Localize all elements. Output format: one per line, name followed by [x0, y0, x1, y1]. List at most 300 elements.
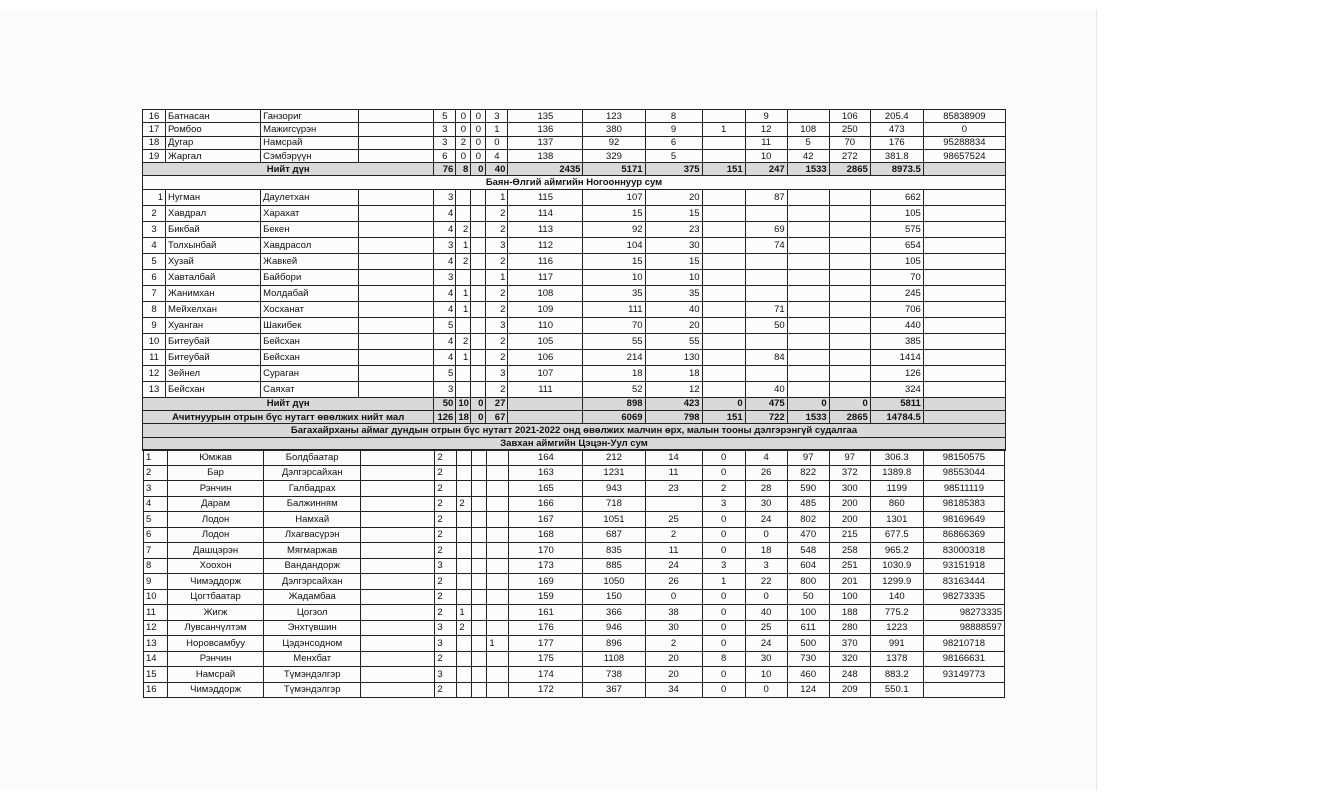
livestock-value-cell — [787, 253, 829, 269]
household-count-cell — [472, 682, 487, 698]
household-count-cell — [457, 481, 472, 497]
empty-cell — [361, 450, 435, 466]
row-number-cell: 6 — [144, 527, 168, 543]
livestock-value-cell: 775.2 — [870, 605, 923, 621]
household-count-cell — [487, 667, 509, 683]
total-value-cell: 898 — [583, 397, 645, 410]
livestock-value-cell — [829, 317, 870, 333]
total-count-cell: 27 — [486, 397, 508, 410]
row-number-cell: 11 — [144, 605, 168, 621]
livestock-value-cell: 9 — [745, 110, 787, 123]
livestock-value-cell: 23 — [645, 221, 702, 237]
household-count-cell: 2 — [486, 349, 508, 365]
livestock-value-cell: 55 — [645, 333, 702, 349]
livestock-value-cell: 52 — [583, 381, 645, 397]
livestock-value-cell: 165 — [509, 481, 583, 497]
livestock-value-cell: 2 — [702, 481, 745, 497]
livestock-value-cell — [702, 285, 745, 301]
herder-name-cell: Дашцэрэн — [168, 543, 264, 559]
livestock-value-cell: 14 — [645, 450, 702, 466]
household-count-cell: 2 — [435, 651, 457, 667]
livestock-value-cell: 137 — [508, 136, 583, 149]
table-row — [144, 512, 1005, 528]
livestock-value-cell — [787, 301, 829, 317]
herder-name-cell: Юмжав — [168, 450, 264, 466]
livestock-value-cell: 70 — [583, 317, 645, 333]
livestock-value-cell: 209 — [829, 682, 870, 698]
livestock-value-cell: 5 — [787, 136, 829, 149]
household-count-cell: 0 — [456, 123, 471, 136]
row-number-cell: 18 — [143, 136, 166, 149]
herder-name-cell: Чимэддорж — [168, 574, 264, 590]
livestock-value-cell — [702, 189, 745, 205]
row-number-cell: 3 — [143, 221, 166, 237]
livestock-value-cell — [787, 205, 829, 221]
livestock-value-cell: 104 — [583, 237, 645, 253]
total-value-cell — [508, 411, 583, 424]
livestock-value-cell: 25 — [745, 620, 787, 636]
household-count-cell — [472, 543, 487, 559]
livestock-value-cell — [702, 110, 745, 123]
livestock-value-cell: 201 — [829, 574, 870, 590]
herder-parent-name-cell: Менхбат — [264, 651, 361, 667]
empty-cell — [923, 333, 1005, 349]
herder-name-cell: Хузай — [166, 253, 261, 269]
livestock-value-cell: 1414 — [870, 349, 923, 365]
total-count-cell: 50 — [434, 397, 456, 410]
household-count-cell — [471, 205, 486, 221]
livestock-value-cell: 100 — [829, 589, 870, 605]
empty-cell — [359, 285, 434, 301]
empty-cell — [359, 123, 434, 136]
household-count-cell — [457, 636, 472, 652]
herder-name-cell: Рэнчин — [168, 651, 264, 667]
livestock-value-cell: 20 — [645, 317, 702, 333]
household-count-cell: 2 — [456, 253, 471, 269]
row-number-cell: 16 — [143, 110, 166, 123]
empty-cell — [359, 381, 434, 397]
total-row — [143, 397, 1006, 410]
livestock-value-cell: 38 — [645, 605, 702, 621]
empty-cell — [361, 465, 435, 481]
household-count-cell: 4 — [434, 349, 456, 365]
household-count-cell: 2 — [435, 481, 457, 497]
livestock-value-cell — [702, 301, 745, 317]
empty-cell — [359, 333, 434, 349]
household-count-cell: 3 — [434, 237, 456, 253]
livestock-value-cell: 320 — [829, 651, 870, 667]
livestock-value-cell: 18 — [745, 543, 787, 559]
livestock-value-cell: 30 — [745, 651, 787, 667]
row-number-cell: 8 — [143, 301, 166, 317]
phone-cell: 98150575 — [923, 450, 1004, 466]
herder-name-cell: Нугман — [166, 189, 261, 205]
total-count-cell: 10 — [456, 397, 471, 410]
livestock-value-cell — [787, 221, 829, 237]
household-count-cell: 2 — [435, 543, 457, 559]
household-count-cell: 4 — [434, 285, 456, 301]
livestock-value-cell — [829, 189, 870, 205]
total-value-cell: 1533 — [787, 163, 829, 176]
table-row — [143, 381, 1006, 397]
table-row — [144, 682, 1005, 698]
livestock-value-cell: 548 — [787, 543, 829, 559]
livestock-value-cell — [702, 237, 745, 253]
household-count-cell — [456, 365, 471, 381]
household-count-cell — [472, 667, 487, 683]
household-count-cell: 1 — [487, 636, 509, 652]
household-count-cell: 1 — [456, 301, 471, 317]
livestock-value-cell: 177 — [509, 636, 583, 652]
empty-cell — [923, 253, 1005, 269]
herder-name-cell: Толхынбай — [166, 237, 261, 253]
livestock-value-cell: 20 — [645, 189, 702, 205]
row-number-cell: 11 — [143, 349, 166, 365]
livestock-value-cell: 300 — [829, 481, 870, 497]
herder-parent-name-cell: Хавдрасол — [261, 237, 359, 253]
livestock-value-cell: 470 — [787, 527, 829, 543]
household-count-cell — [471, 189, 486, 205]
livestock-value-cell — [745, 253, 787, 269]
table-row — [144, 667, 1005, 683]
household-count-cell: 2 — [435, 589, 457, 605]
livestock-value-cell: 473 — [870, 123, 923, 136]
livestock-value-cell: 167 — [509, 512, 583, 528]
total-label-cell: Нийт дүн — [143, 397, 434, 410]
livestock-value-cell: 5 — [645, 149, 702, 162]
livestock-value-cell: 11 — [645, 543, 702, 559]
table-row — [143, 205, 1006, 221]
total-value-cell: 5811 — [870, 397, 923, 410]
grand-total-row — [143, 411, 1006, 424]
livestock-value-cell: 50 — [787, 589, 829, 605]
livestock-value-cell: 30 — [745, 496, 787, 512]
report-title-label: Багахайрханы аймаг дундын отрын бүс нутагт 2021-2022 онд өвөлжих малчин өрх, малын тооны дэлгэрэнгүй судалгаа — [143, 424, 1006, 437]
herder-name-cell: Дугар — [166, 136, 261, 149]
household-count-cell — [456, 269, 471, 285]
phone-cell: 86866369 — [923, 527, 1004, 543]
table-row — [144, 527, 1005, 543]
household-count-cell: 4 — [434, 333, 456, 349]
row-number-cell: 4 — [144, 496, 168, 512]
total-count-cell: 0 — [471, 411, 486, 424]
herders-table-bottom — [143, 449, 1005, 698]
livestock-value-cell: 108 — [508, 285, 583, 301]
total-value-cell: 151 — [702, 411, 745, 424]
household-count-cell — [457, 651, 472, 667]
herder-name-cell: Хоохон — [168, 558, 264, 574]
livestock-value-cell — [787, 237, 829, 253]
livestock-value-cell: 372 — [829, 465, 870, 481]
report-title — [143, 424, 1006, 437]
livestock-value-cell — [702, 136, 745, 149]
livestock-value-cell: 329 — [583, 149, 645, 162]
household-count-cell: 4 — [434, 253, 456, 269]
household-count-cell — [487, 512, 509, 528]
livestock-value-cell: 10 — [745, 149, 787, 162]
livestock-value-cell: 200 — [829, 512, 870, 528]
livestock-value-cell: 174 — [509, 667, 583, 683]
livestock-value-cell: 0 — [702, 682, 745, 698]
livestock-value-cell: 6 — [645, 136, 702, 149]
empty-cell — [923, 381, 1005, 397]
livestock-value-cell: 117 — [508, 269, 583, 285]
phone-cell: 85838909 — [923, 110, 1005, 123]
row-number-cell: 19 — [143, 149, 166, 162]
livestock-value-cell: 654 — [870, 237, 923, 253]
household-count-cell — [456, 189, 471, 205]
household-count-cell: 2 — [457, 496, 472, 512]
livestock-value-cell — [829, 237, 870, 253]
herder-parent-name-cell: Бекен — [261, 221, 359, 237]
livestock-value-cell: 135 — [508, 110, 583, 123]
total-value-cell: 798 — [645, 411, 702, 424]
herder-parent-name-cell: Жавкей — [261, 253, 359, 269]
livestock-value-cell — [702, 149, 745, 162]
household-count-cell — [487, 527, 509, 543]
livestock-value-cell: 885 — [583, 558, 645, 574]
empty-cell — [361, 589, 435, 605]
household-count-cell — [471, 365, 486, 381]
total-value-cell: 722 — [745, 411, 787, 424]
livestock-value-cell — [829, 349, 870, 365]
total-count-cell: 0 — [471, 397, 486, 410]
livestock-value-cell: 87 — [745, 189, 787, 205]
household-count-cell — [487, 450, 509, 466]
livestock-value-cell — [702, 253, 745, 269]
household-count-cell: 2 — [435, 450, 457, 466]
household-count-cell — [487, 558, 509, 574]
livestock-value-cell — [787, 365, 829, 381]
livestock-value-cell: 485 — [787, 496, 829, 512]
herder-parent-name-cell: Саяхат — [261, 381, 359, 397]
livestock-value-cell: 106 — [508, 349, 583, 365]
livestock-value-cell: 575 — [870, 221, 923, 237]
livestock-value-cell — [829, 365, 870, 381]
household-count-cell: 2 — [486, 301, 508, 317]
total-value-cell: 475 — [745, 397, 787, 410]
household-count-cell: 3 — [435, 620, 457, 636]
table-row — [143, 149, 1006, 162]
table-row — [143, 237, 1006, 253]
livestock-value-cell — [829, 205, 870, 221]
empty-cell — [923, 301, 1005, 317]
household-count-cell — [471, 269, 486, 285]
household-count-cell — [457, 527, 472, 543]
total-value-cell: 151 — [702, 163, 745, 176]
row-number-cell: 12 — [143, 365, 166, 381]
empty-cell — [361, 543, 435, 559]
household-count-cell — [456, 317, 471, 333]
phone-cell: 83000318 — [923, 543, 1004, 559]
household-count-cell — [457, 574, 472, 590]
household-count-cell — [487, 605, 509, 621]
table-row — [143, 333, 1006, 349]
table-row — [143, 301, 1006, 317]
livestock-value-cell — [787, 317, 829, 333]
section-heading-label: Завхан аймгийн Цэцэн-Уул сум — [143, 437, 1006, 450]
total-count-cell: 8 — [456, 163, 471, 176]
livestock-value-cell: 1 — [702, 123, 745, 136]
household-count-cell: 2 — [456, 333, 471, 349]
herders-table-top — [142, 109, 1006, 451]
livestock-value-cell: 168 — [509, 527, 583, 543]
household-count-cell: 3 — [486, 365, 508, 381]
household-count-cell: 4 — [434, 205, 456, 221]
total-value-cell: 2865 — [829, 411, 870, 424]
section-heading — [143, 176, 1006, 189]
livestock-value-cell — [745, 285, 787, 301]
household-count-cell — [471, 333, 486, 349]
livestock-value-cell: 97 — [829, 450, 870, 466]
total-value-cell: 5171 — [583, 163, 645, 176]
herder-name-cell: Жаргал — [166, 149, 261, 162]
household-count-cell — [487, 481, 509, 497]
livestock-value-cell — [787, 269, 829, 285]
phone-cell: 95288834 — [923, 136, 1005, 149]
livestock-value-cell: 550.1 — [870, 682, 923, 698]
household-count-cell: 5 — [434, 317, 456, 333]
household-count-cell: 1 — [486, 189, 508, 205]
herder-parent-name-cell: Мажигсүрэн — [261, 123, 359, 136]
livestock-value-cell: 23 — [645, 481, 702, 497]
phone-cell: 98273335 — [923, 589, 1004, 605]
row-number-cell: 5 — [144, 512, 168, 528]
herder-parent-name-cell: Түмэндэлгэр — [264, 667, 361, 683]
phone-cell: 98169649 — [923, 512, 1004, 528]
livestock-value-cell: 10 — [645, 269, 702, 285]
livestock-value-cell: 2 — [645, 527, 702, 543]
livestock-value-cell: 164 — [509, 450, 583, 466]
livestock-value-cell: 1050 — [583, 574, 645, 590]
livestock-value-cell: 200 — [829, 496, 870, 512]
herder-parent-name-cell: Түмэндэлгэр — [264, 682, 361, 698]
livestock-value-cell: 1299.9 — [870, 574, 923, 590]
total-value-cell: 14784.5 — [870, 411, 923, 424]
herder-name-cell: Батнасан — [166, 110, 261, 123]
household-count-cell: 2 — [457, 620, 472, 636]
household-count-cell — [471, 253, 486, 269]
row-number-cell: 10 — [143, 333, 166, 349]
livestock-value-cell: 3 — [745, 558, 787, 574]
livestock-value-cell: 9 — [645, 123, 702, 136]
total-count-cell: 40 — [486, 163, 508, 176]
livestock-value-cell: 159 — [509, 589, 583, 605]
table-row — [144, 558, 1005, 574]
livestock-value-cell: 20 — [645, 651, 702, 667]
empty-cell — [361, 481, 435, 497]
livestock-value-cell: 0 — [702, 543, 745, 559]
phone-cell: 0 — [923, 123, 1005, 136]
total-count-cell: 0 — [471, 163, 486, 176]
livestock-value-cell: 116 — [508, 253, 583, 269]
household-count-cell: 2 — [486, 381, 508, 397]
livestock-value-cell: 105 — [870, 253, 923, 269]
herder-parent-name-cell: Лхагвасүрэн — [264, 527, 361, 543]
table-row — [144, 589, 1005, 605]
empty-cell — [359, 237, 434, 253]
livestock-value-cell: 2 — [645, 636, 702, 652]
total-value-cell — [508, 397, 583, 410]
empty-cell — [359, 301, 434, 317]
livestock-value-cell: 662 — [870, 189, 923, 205]
household-count-cell — [472, 636, 487, 652]
household-count-cell — [472, 558, 487, 574]
empty-cell — [923, 269, 1005, 285]
household-count-cell: 2 — [435, 682, 457, 698]
empty-cell — [359, 149, 434, 162]
livestock-value-cell: 92 — [583, 221, 645, 237]
livestock-value-cell: 35 — [645, 285, 702, 301]
livestock-value-cell: 800 — [787, 574, 829, 590]
livestock-value-cell: 306.3 — [870, 450, 923, 466]
total-value-cell: 1533 — [787, 411, 829, 424]
herder-parent-name-cell: Жадамбаа — [264, 589, 361, 605]
table-row — [143, 285, 1006, 301]
household-count-cell — [471, 381, 486, 397]
row-number-cell: 17 — [143, 123, 166, 136]
herder-parent-name-cell: Дэлгэрсайхан — [264, 465, 361, 481]
household-count-cell — [472, 620, 487, 636]
livestock-value-cell: 8 — [702, 651, 745, 667]
herder-name-cell: Лодон — [168, 512, 264, 528]
livestock-value-cell: 3 — [702, 558, 745, 574]
herder-name-cell: Хавдрал — [166, 205, 261, 221]
household-count-cell — [456, 205, 471, 221]
herder-name-cell: Жанимхан — [166, 285, 261, 301]
livestock-value-cell: 0 — [702, 667, 745, 683]
livestock-value-cell — [702, 269, 745, 285]
livestock-value-cell: 0 — [702, 512, 745, 528]
household-count-cell — [471, 285, 486, 301]
livestock-value-cell: 176 — [870, 136, 923, 149]
household-count-cell — [471, 237, 486, 253]
livestock-value-cell: 381.8 — [870, 149, 923, 162]
herder-parent-name-cell: Ганзориг — [261, 110, 359, 123]
livestock-value-cell: 965.2 — [870, 543, 923, 559]
household-count-cell — [457, 682, 472, 698]
household-count-cell — [472, 527, 487, 543]
livestock-value-cell: 166 — [509, 496, 583, 512]
phone-cell: 93151918 — [923, 558, 1004, 574]
total-count-cell: 126 — [434, 411, 456, 424]
household-count-cell: 3 — [434, 381, 456, 397]
livestock-value-cell: 0 — [702, 450, 745, 466]
household-count-cell — [457, 512, 472, 528]
empty-cell — [923, 317, 1005, 333]
household-count-cell — [472, 589, 487, 605]
herder-parent-name-cell: Сэмбэрүүн — [261, 149, 359, 162]
empty-cell — [361, 496, 435, 512]
table-row — [143, 365, 1006, 381]
empty-cell — [923, 349, 1005, 365]
livestock-value-cell: 1108 — [583, 651, 645, 667]
table-row — [143, 317, 1006, 333]
herder-parent-name-cell: Намсрай — [261, 136, 359, 149]
livestock-value-cell — [745, 333, 787, 349]
livestock-value-cell: 0 — [702, 589, 745, 605]
livestock-value-cell: 50 — [745, 317, 787, 333]
household-count-cell: 0 — [456, 110, 471, 123]
livestock-value-cell: 30 — [645, 237, 702, 253]
total-value-cell: 6069 — [583, 411, 645, 424]
empty-cell — [359, 136, 434, 149]
row-number-cell: 2 — [144, 465, 168, 481]
livestock-value-cell: 0 — [702, 620, 745, 636]
livestock-value-cell: 822 — [787, 465, 829, 481]
phone-cell: 98185383 — [923, 496, 1004, 512]
livestock-value-cell: 835 — [583, 543, 645, 559]
